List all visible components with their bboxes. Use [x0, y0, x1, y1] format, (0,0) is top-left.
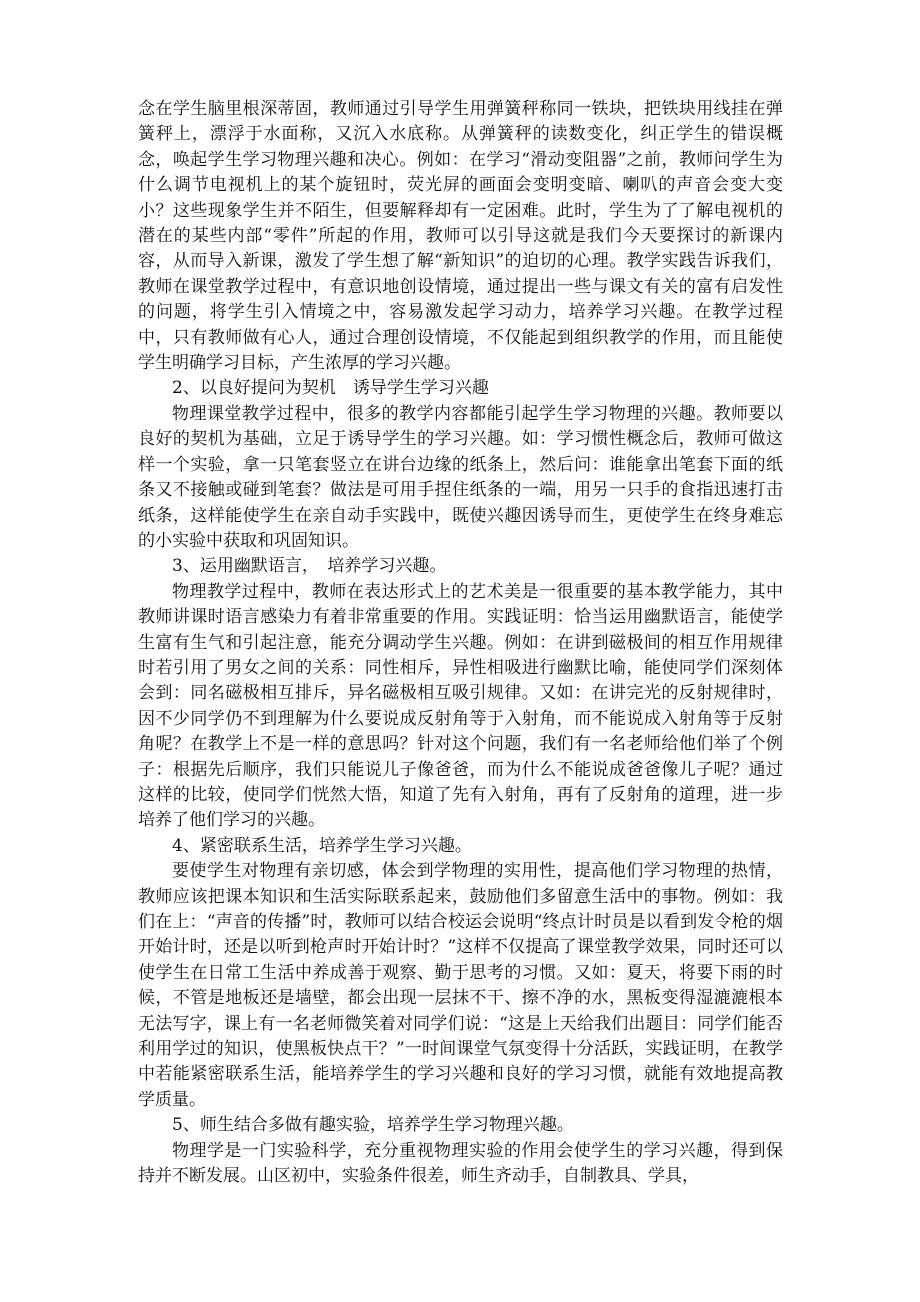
paragraph-section-5: 物理学是一门实验科学，充分重视物理实验的作用会使学生的学习兴趣，得到保持并不断发展。山区初中，实验条件很差，师生齐动手，自制教具、学具， [138, 1140, 783, 1187]
section-heading-2: 2、以良好提问为契机 诱导学生学习兴趣 [172, 378, 489, 399]
paragraph-section-4: 要使学生对物理有亲切感，体会到学物理的实用性，提高他们学习物理的热情，教师应该把课本知识和生活实际联系起来，鼓励他们多留意生活中的事物。例如：我们在上：“声音的传播”时，教师可以结合校运会说明“终点计时员是以看到发令枪的烟开始计时，还是以听到枪声时开始计时？”这样不仅提高了课堂教学效果，同时还可以使学生在日常工生活中养成善于观察、勤于思考的习惯。又如：夏天，将要下雨的时候，不管是地板还是墙壁，都会出现一层抹不干、擦不净的水，黑板变得湿漉漉根本无法写字，课上有一名老师微笑着对同学们说：“这是上天给我们出题目：同学们能否利用学过的知识，使黑板快点干？”一时间课堂气氛变得十分活跃，实践证明，在教学中若能紧密联系生活，能培养学生的学习兴趣和良好的学习习惯，就能有效地提高教学质量。 [138, 861, 783, 1110]
section-heading-3: 3、运用幽默语言， 培养学习兴趣。 [172, 556, 447, 577]
section-heading-5: 5、师生结合多做有趣实验，培养学生学习物理兴趣。 [172, 1115, 574, 1136]
paragraph-section-2: 物理课堂教学过程中，很多的教学内容都能引起学生学习物理的兴趣。教师要以良好的契机为基础，立足于诱导学生的学习兴趣。如：学习惯性概念后，教师可做这样一个实验，拿一只笔套竖立在讲台边缘的纸条上，然后问：谁能拿出笔套下面的纸条又不接触或碰到笔套？做法是可用手捏住纸条的一端，用另一只手的食指迅速打击纸条，这样能使学生在亲自动手实践中，既使兴趣因诱导而生，更使学生在终身难忘的小实验中获取和巩固知识。 [138, 403, 783, 551]
paragraph-intro-continuation: 念在学生脑里根深蒂固，教师通过引导学生用弹簧秤称同一铁块，把铁块用线挂在弹簧秤上，漂浮于水面称，又沉入水底称。从弹簧秤的读数变化，纠正学生的错误概念，唤起学生学习物理兴趣和决心。例如：在学习“滑动变阻器”之前，教师问学生为什么调节电视机上的某个旋钮时，荧光屏的画面会变明变暗、喇叭的声音会变大变小？这些现象学生并不陌生，但要解释却有一定困难。此时，学生为了了解电视机的潜在的某些内部“零件”所起的作用，教师可以引导这就是我们今天要探讨的新课内容，从而导入新课，激发了学生想了解“新知识”的迫切的心理。教学实践告诉我们，教师在课堂教学过程中，有意识地创设情境，通过提出一些与课文有关的富有启发性的问题，将学生引入情境之中，容易激发起学习动力，培养学习兴趣。在教学过程中，只有教师做有心人，通过合理创设情境，不仅能起到组织教学的作用，而且能使学生明确学习目标，产生浓厚的学习兴趣。 [138, 99, 783, 374]
paragraph-section-3: 物理教学过程中，教师在表达形式上的艺术美是一很重要的基本教学能力，其中教师讲课时语言感染力有着非常重要的作用。实践证明：恰当运用幽默语言，能使学生富有生气和引起注意，能充分调动学生兴趣。例如：在讲到磁极间的相互作用规律时若引用了男女之间的关系：同性相斥，异性相吸进行幽默比喻，能使同学们深刻体会到：同名磁极相互排斥，异名磁极相互吸引规律。又如：在讲完光的反射规律时，因不少同学仍不到理解为什么要说成反射角等于入射角，而不能说成入射角等于反射角呢？在教学上不是一样的意思吗？针对这个问题，我们有一名老师给他们举了个例子：根据先后顺序，我们只能说儿子像爸爸，而为什么不能说成爸爸像儿子呢？通过这样的比较，使同学们恍然大悟，知道了先有入射角，再有了反射角的道理，进一步培养了他们学习的兴趣。 [138, 581, 783, 831]
document-body [138, 97, 783, 1189]
section-heading-4: 4、紧密联系生活，培养学生学习兴趣。 [172, 835, 472, 856]
